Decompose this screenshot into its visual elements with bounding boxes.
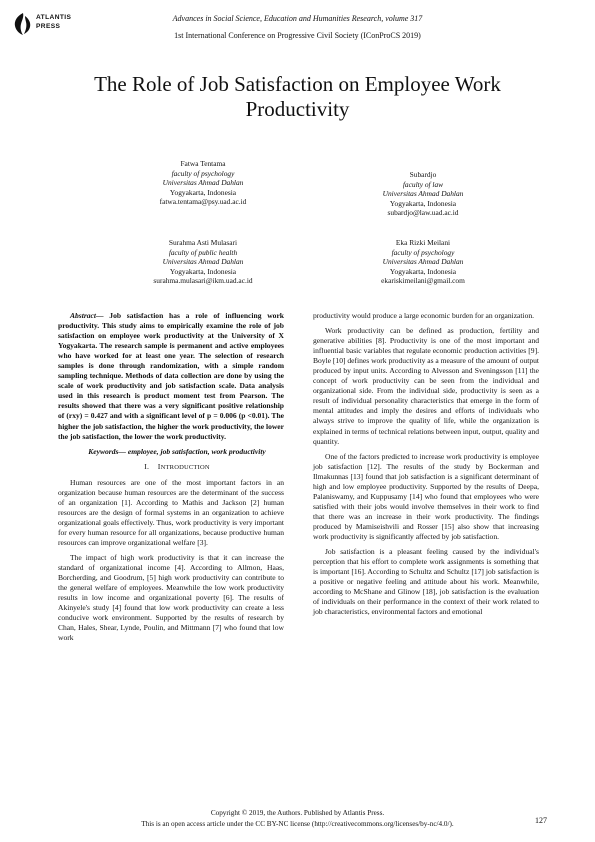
author-univ: Universitas Ahmad Dahlan bbox=[162, 257, 244, 266]
page-number: 127 bbox=[535, 816, 547, 825]
section-title-initial: I bbox=[157, 461, 161, 471]
publisher-logo bbox=[12, 12, 76, 36]
body-paragraph: The impact of high work productivity is that it can increase the standard of organizational income [4]. According to Allmon, Haas, Borcherding, and Goodrum, [5] high work productivity can contribute to the general welfare of employees. Meanwhile the low work productivity results in low income and organizational poverty [6]. The results of Akinyele's study [4] found that low work productivity can create a less conducive work environment. Supported by the results of research by Chan, Hales, Shear, Lynde, Poulin, and Mittmann [7] who found that low work bbox=[58, 553, 284, 643]
atlantis-logo-icon bbox=[12, 12, 34, 36]
author-email: subardjo@law.uad.ac.id bbox=[387, 208, 459, 217]
author-block bbox=[328, 238, 518, 286]
paper-title: The Role of Job Satisfaction on Employee Work Productivity bbox=[94, 72, 501, 121]
author-email: ekariskimeilani@gmail.com bbox=[381, 276, 465, 285]
section-title-rest: NTRODUCTION bbox=[160, 463, 210, 471]
author-city: Yogyakarta, Indonesia bbox=[169, 266, 237, 276]
author-city: Yogyakarta, Indonesia bbox=[389, 266, 457, 276]
author-univ: Universitas Ahmad Dahlan bbox=[382, 257, 464, 266]
author-name: Fatwa Tentama bbox=[180, 159, 226, 168]
author-name: Eka Rizki Meilani bbox=[395, 238, 451, 247]
author-dept: faculty of psychology bbox=[171, 168, 235, 178]
body-paragraph: Human resources are one of the most important factors in an organization because human resources are the determinant of the success of an organization [1]. According to Mathis and Jackson [2] human resources are the design of formal systems in an organization to achieve organizational goals effectively. Thus, work productivity is very important for every human resource for all organizations, because productive human resources can improve organizational welfare [3]. bbox=[58, 477, 284, 547]
author-block bbox=[108, 159, 298, 207]
author-univ: Universitas Ahmad Dahlan bbox=[162, 178, 244, 187]
author-email: surahma.mulasari@ikm.uad.ac.id bbox=[153, 276, 253, 285]
author-block bbox=[328, 170, 518, 218]
body-paragraph: Job satisfaction is a pleasant feeling caused by the individual's perception that his effort to complete work assignments is something that is important [16]. According to Schultz and Schultz [17] job satisfaction is a positive or negative feeling and attitude about his work. Meanwhile, according to McShane and Glinow [18], job satisfaction is the evaluation of individuals on their performance in the context of their work related to job characteristics, environmental factors and emotional bbox=[313, 547, 539, 617]
copyright-notice: Copyright © 2019, the Authors. Published by Atlantis Press. bbox=[210, 809, 385, 817]
abstract bbox=[58, 311, 284, 442]
author-dept: faculty of psychology bbox=[391, 247, 455, 257]
body-paragraph: One of the factors predicted to increase work productivity is employee job satisfaction [12]. The results of the study by Bockerman and Ilmakunnas [13] found that job satisfaction is a significant determinant of high and low employee productivity. Supported by the results of Deepa, Palaniswamy, and Kuppusamy [14] who found that employees who were satisfied with their jobs would involve themselves in their work to find that there was an increase in their work productivity. The findings produced by Mamiseishvili and Rosser [15] also show that increasing work productivity is significantly affected by job satisfaction. bbox=[313, 451, 539, 541]
body-paragraph: productivity would produce a large economic burden for an organization. bbox=[313, 311, 535, 320]
author-univ: Universitas Ahmad Dahlan bbox=[382, 189, 464, 198]
author-dept: faculty of law bbox=[402, 179, 444, 189]
section-number: I. bbox=[144, 461, 150, 471]
series-header: Advances in Social Science, Education and Humanities Research, volume 317 bbox=[172, 14, 423, 23]
left-column bbox=[58, 311, 284, 648]
license-notice: This is an open access article under the CC BY-NC license (http://creativecommons.org/licenses/by-nc/4.0/). bbox=[141, 820, 454, 828]
logo-text-line1: ATLANTIS bbox=[36, 14, 72, 21]
abstract-text: Job satisfaction has a role of influencing work productivity. This study aims to empirically examine the role of job satisfaction on employee work productivity at the University of X Yogyakarta. The research sample is permanent and active employees who have worked for at least one year. The selection of research samples is done through randomization, with a simple random sampling technique. Methods of data collection are done by using the scale of work productivity and job satisfaction scale. Data analysis used in this research is product moment test from Pearson. The results showed that there was a very significant positive relationship of (rxy) = 0.427 and with a significant level of p = 0.006 (p <0.01). The higher the job satisfaction, the higher the work productivity, the lower the job satisfaction, the lower the work productivity. bbox=[58, 311, 284, 441]
author-name: Subardjo bbox=[409, 170, 437, 179]
author-name: Surahma Asti Mulasari bbox=[168, 238, 238, 247]
logo-text-line2: PRESS bbox=[36, 22, 61, 30]
keywords: Keywords— employee, job satisfaction, work productivity bbox=[88, 446, 266, 456]
right-column bbox=[313, 311, 539, 622]
author-block bbox=[108, 238, 298, 286]
author-email: fatwa.tentama@psy.uad.ac.id bbox=[159, 197, 247, 206]
body-paragraph: Work productivity can be defined as production, fertility and generative abilities [8]. Productivity is one of the most important and influential basic variables that regulate economic production activities [9]. Boyle [10] defines work productivity as a measure of the amount of output produced by input units. According to Alvesson and Sveningsson [11] the concept of work productivity can be seen from the individual and organizational side. From the individual side, productivity is seen as a result of individual personality characteristics that emerge in the form of mental attitudes and imply the desires and efforts of individuals who always strive to improve the quality of life, while the organization is explained in terms of technical relations between input, output, quality and quantity. bbox=[313, 326, 539, 446]
conference-header: 1st International Conference on Progressive Civil Society (IConProCS 2019) bbox=[174, 31, 421, 40]
author-city: Yogyakarta, Indonesia bbox=[389, 198, 457, 208]
abstract-label: Abstract— bbox=[70, 311, 104, 320]
section-heading bbox=[58, 462, 284, 473]
author-dept: faculty of public health bbox=[168, 247, 238, 257]
author-city: Yogyakarta, Indonesia bbox=[169, 187, 237, 197]
